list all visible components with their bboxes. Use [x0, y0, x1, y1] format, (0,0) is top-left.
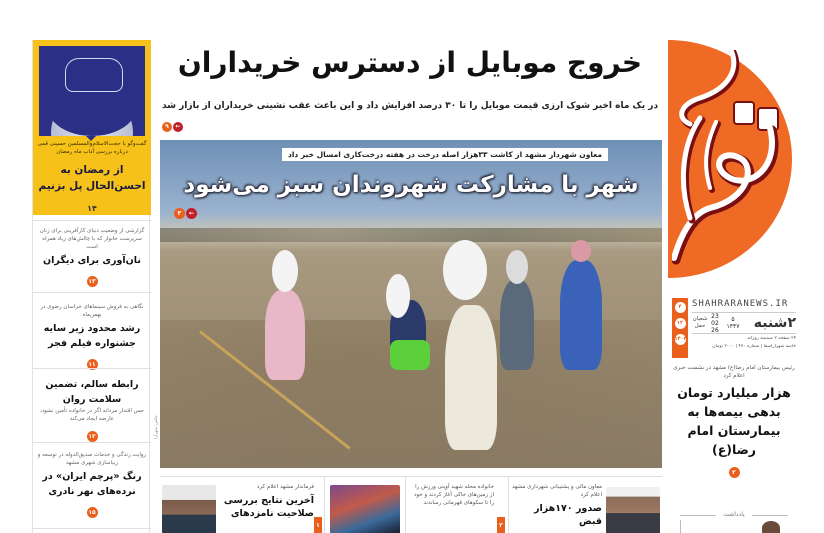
left-story[interactable]: [33, 368, 151, 442]
photo-kicker: معاون شهردار مشهد از کاشت ۳۳هزار اصله درخت در هفته درخت‌کاری امسال خبر داد: [282, 148, 608, 161]
story-kicker: روایت زندگی و خدمات صدیق‌الدوله در توسعه و زیباسازی شهری مشهد: [37, 452, 147, 466]
portrait-photo: [606, 487, 660, 533]
horizon-treeline: [160, 228, 662, 242]
story-headline: رنگ «پرچم ایران» در نرده‌های نهر نادری: [42, 471, 142, 497]
story-kicker: فرماندار مشهد اعلام کرد: [256, 484, 314, 490]
child-figure: [571, 240, 591, 262]
page-number-badge: ۹: [162, 122, 172, 132]
child-figure: [560, 260, 602, 370]
story-kicker: رئیس بیمارستان امام رضا(ع) مشهد در نشست خبری اعلام کرد: [673, 365, 795, 379]
issue-side-numbers: [672, 298, 688, 358]
weekday: ۲شنبه: [753, 315, 796, 331]
portrait-photo: [162, 485, 216, 533]
promo-headline: از رمضان به احسن‌الحال پل بزنیم: [38, 164, 146, 192]
story-kicker: گزارشی از وضعیت دنیای کارآفرینی برای زنان سرپرست خانوار که با چالش‌های زیاد همراه است: [39, 228, 145, 250]
story-kicker: معاون مالی و پشتیبانی شهرداری مشهد اعلام کرد: [512, 484, 602, 498]
number-badge: ۱۴۰۴: [675, 334, 686, 345]
left-story[interactable]: [33, 442, 151, 528]
story-headline: آخرین نتایج بررسی صلاحیت نامزدهای: [223, 495, 314, 519]
page-number-badge: ۱: [314, 517, 322, 533]
number-badge: ۴: [675, 302, 686, 313]
main-subheadline: در یک ماه اخیر شوک ارزی قیمت موبایل را تا ۳۰ درصد افزایش داد و این باعث عقب نشینی خریداران از بازار شد: [161, 101, 659, 111]
divider: [324, 477, 325, 533]
child-figure: [500, 280, 534, 370]
issue-info: [672, 298, 796, 358]
right-story[interactable]: [672, 364, 796, 478]
website-url[interactable]: SHAHRARANEWS.IR: [692, 299, 789, 309]
child-figure: [386, 274, 410, 318]
child-figure: [265, 290, 305, 380]
story-headline: رابطه سالم، تضمین سلامت روان: [45, 379, 139, 405]
note-frame: [680, 520, 681, 533]
bottom-story[interactable]: [512, 477, 602, 533]
shahrara-logo-icon: [672, 50, 788, 270]
issue-line: خاصه شهرآراسفا | شماره ۴۷۰ | ۲۰۰۰ تومان: [712, 344, 796, 349]
page-number-badge: ۳: [497, 517, 505, 533]
child-figure: [272, 250, 298, 292]
lead-photo[interactable]: [160, 140, 662, 468]
arrow-left-icon: ←: [173, 122, 183, 132]
main-headline[interactable]: خروج موبایل از دسترس خریداران: [177, 46, 643, 79]
bottom-strip: [160, 476, 662, 533]
left-story[interactable]: [33, 220, 151, 292]
page-reference[interactable]: [162, 122, 183, 132]
bottom-story[interactable]: [410, 477, 494, 533]
date-row: [692, 312, 796, 334]
story-headline: رشد محدود زیر سایه جشنواره فیلم فجر: [43, 323, 141, 349]
story-kicker: خانواده محله شهید آوینی ورزش را از زمین‌های خاکی آغاز کردند و خود را تا سکوهای قهرمانی رساندند: [414, 484, 494, 506]
watering-can: [390, 340, 430, 370]
issue-line: ۲۴ صفحه ۲ ضمیمه روزانه: [747, 336, 796, 341]
page-number-badge: ۳: [174, 208, 185, 219]
page-number-badge: ۱۵: [88, 509, 96, 516]
date-labels: شعبان حمل: [692, 316, 708, 329]
child-figure: [443, 240, 487, 300]
divider: [405, 477, 406, 533]
note-section-label: یادداشت: [672, 511, 796, 518]
page-number-badge: ۱۳: [88, 278, 96, 285]
book-icon: [65, 58, 123, 92]
story-headline: هزار میلیارد تومان بدهی بیمه‌ها به بیمارستان امام رضا(ع): [677, 385, 791, 457]
page-number-badge: ۱۲: [88, 433, 96, 440]
masthead-logo[interactable]: [668, 40, 792, 278]
left-column: [32, 40, 150, 533]
story-headline: نان‌آوری برای دیگران: [43, 255, 141, 266]
story-headline: صدور ۱۷۰هزار قبض: [534, 503, 602, 527]
hijri-date: ۵ ۱۴۴۷: [726, 316, 740, 330]
child-figure: [506, 250, 528, 284]
moon-illustration: [39, 46, 145, 136]
page-number-badge: ۲: [729, 467, 740, 478]
team-photo: [330, 485, 400, 533]
page-number-badge: ۱۱: [88, 361, 96, 368]
number-badge: ۱۲: [675, 318, 686, 329]
left-story[interactable]: [33, 292, 151, 380]
photo-headline[interactable]: شهر با مشارکت شهروندان سبز می‌شود: [183, 172, 639, 198]
page-reference[interactable]: [174, 208, 197, 219]
child-figure: [445, 305, 497, 450]
promo-page-number: ۱۴: [87, 204, 97, 213]
story-kicker: حس اقتدار مردانه اگر در خانواده تأمین نشود، عارضه ایجاد می‌کند: [39, 408, 145, 422]
story-kicker: نگاهی به فروش سینماهای خراسان رضوی در بهمن‌ماه: [40, 304, 144, 318]
photo-credit: عکس: شهرآرا: [153, 415, 158, 439]
gregorian-date: 23 02 26: [711, 312, 719, 334]
bottom-story[interactable]: [222, 477, 314, 533]
promo-kicker: گفت‌وگو با حجت‌الاسلام‌والمسلمین حسینی قمی درباره بررسی آداب ماه رمضان: [37, 141, 147, 155]
arrow-left-icon: ←: [186, 208, 197, 219]
columnist-photo: [762, 521, 780, 533]
promo-box[interactable]: [33, 40, 151, 215]
divider: [508, 477, 509, 533]
left-story-divider: [33, 528, 151, 533]
